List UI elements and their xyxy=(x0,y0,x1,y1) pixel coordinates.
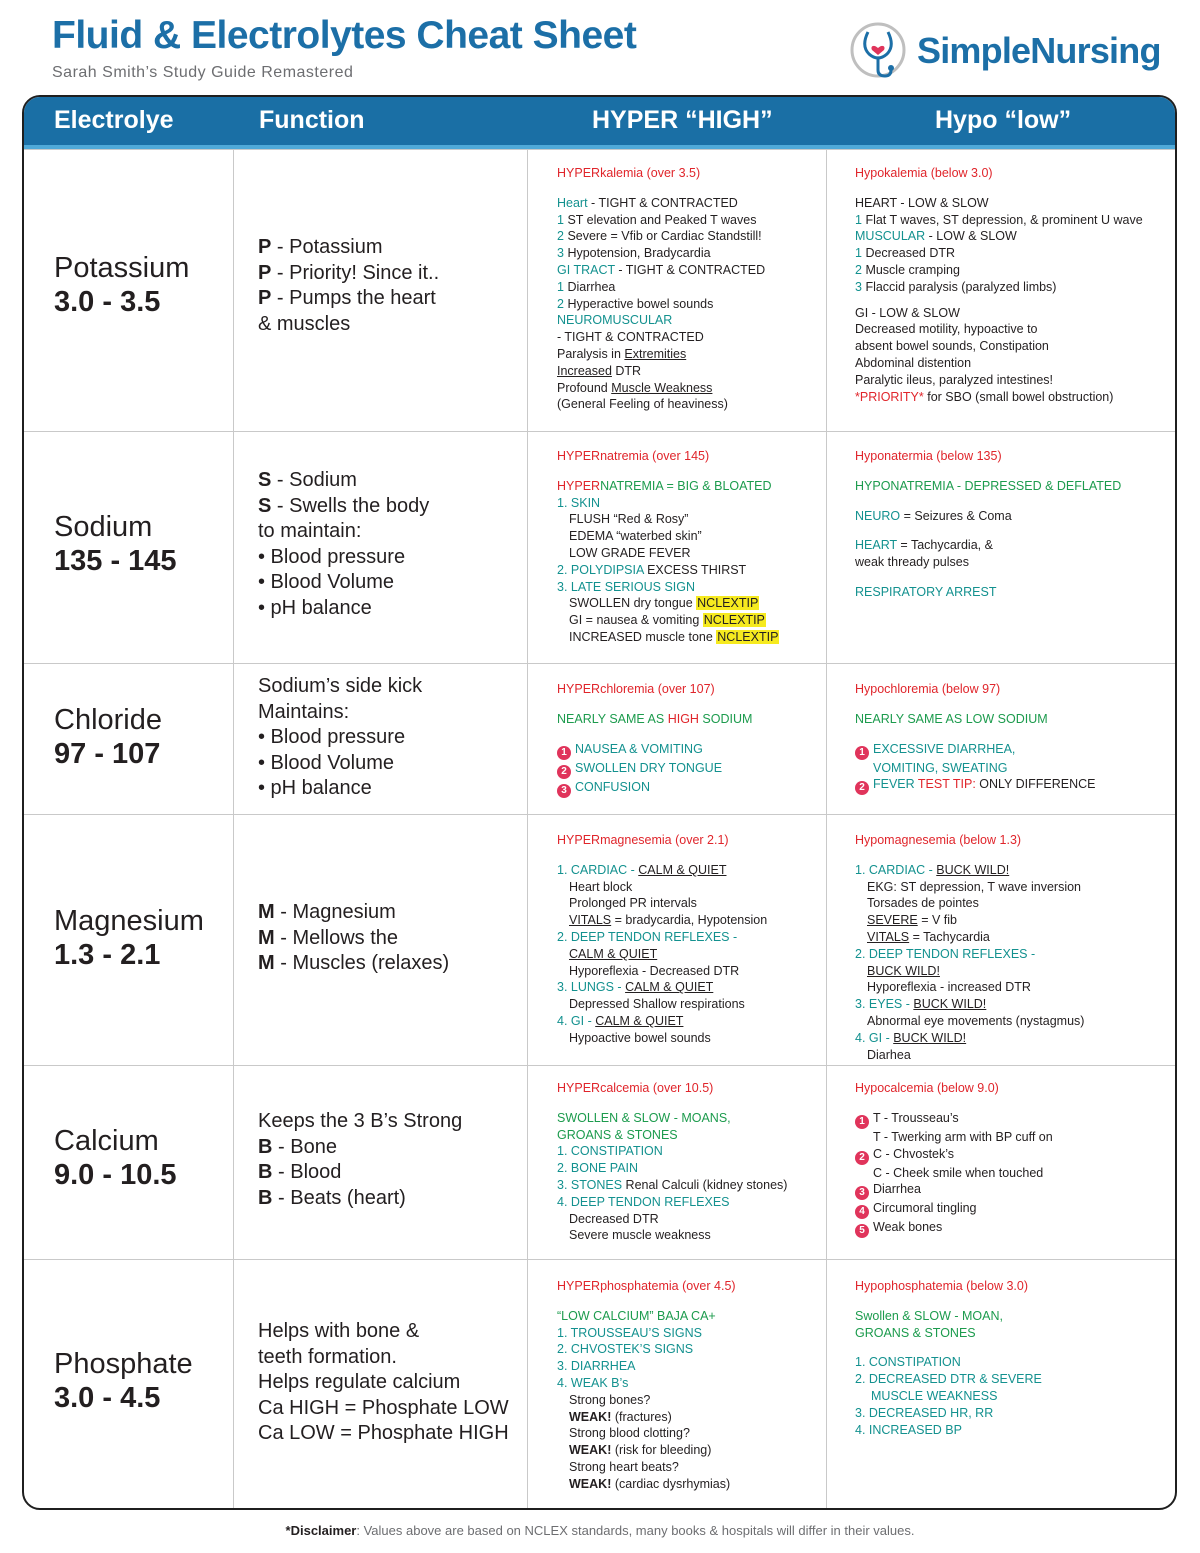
disclaimer xyxy=(0,1523,1200,1538)
condition-title: HYPERmagnesemia (over 2.1) xyxy=(557,833,729,847)
hyper-phosphate: HYPERphosphatemia (over 4.5) “LOW CALCIUM” BAJA CA+ 1. TROUSSEAU’S SIGNS 2. CHVOSTEK’S SIGNS 3. DIARRHEA 4. WEAK B’s Strong bones? WEAK! (fractures) Strong blood clotting? WEAK! (risk for bleeding) Strong heart beats? WEAK! (cardiac dysrhymias) xyxy=(557,1278,847,1493)
column-header-hyper: HYPER “HIGH” xyxy=(592,106,773,134)
electrolyte-potassium xyxy=(54,251,229,319)
page-title: Fluid & Electrolytes Cheat Sheet xyxy=(52,14,637,57)
table-header xyxy=(24,97,1175,149)
condition-title: HYPERnatremia (over 145) xyxy=(557,449,710,463)
electrolyte-sodium xyxy=(54,510,229,578)
number-badge: 1 xyxy=(855,746,869,760)
hypo-phosphate: Hypophosphatemia (below 3.0) Swollen & SLOW - MOAN, GROANS & STONES 1. CONSTIPATION 2. DECREASED DTR & SEVERE MUSCLE WEAKNESS 3. DECREASED HR, RR 4. INCREASED BP xyxy=(855,1278,1175,1438)
electrolyte-name: Potassium xyxy=(54,252,190,284)
brand-name: SimpleNursing xyxy=(917,30,1161,71)
brand-logo xyxy=(847,20,1161,82)
normal-range: 3.0 - 4.5 xyxy=(54,1382,161,1414)
function-sodium: S - Sodium S - Swells the body to maintain: • Blood pressure • Blood Volume • pH balance xyxy=(258,469,430,619)
condition-title: HYPERkalemia (over 3.5) xyxy=(557,166,701,180)
number-badge: 4 xyxy=(855,1205,869,1219)
electrolyte-chloride xyxy=(54,703,229,771)
condition-title: Hypocalcemia (below 9.0) xyxy=(855,1081,999,1095)
normal-range: 1.3 - 2.1 xyxy=(54,939,161,971)
hyper-magnesium: HYPERmagnesemia (over 2.1) 1. CARDIAC - CALM & QUIET Heart block Prolonged PR intervals VITALS = bradycardia, Hypotension 2. DEEP TENDON REFLEXES - CALM & QUIET Hyporeflexia - Decreased DTR 3. LUNGS - CALM & QUIET Depressed Shallow respirations 4. GI - CALM & QUIET Hypoactive bowel sounds xyxy=(557,832,847,1047)
electrolyte-name: Phosphate xyxy=(54,1348,193,1380)
electrolyte-name: Magnesium xyxy=(54,905,204,937)
condition-title: HYPERphosphatemia (over 4.5) xyxy=(557,1279,736,1293)
hyper-sodium: HYPERnatremia (over 145) HYPERNATREMIA = BIG & BLOATED 1. SKIN FLUSH “Red & Rosy” EDEMA “waterbed skin” LOW GRADE FEVER 2. POLYDIPSIA EXCESS THIRST 3. LATE SERIOUS SIGN SWOLLEN dry tongue NCLEXTIP GI = nausea & vomiting NCLEXTIP INCREASED muscle tone NCLEXTIP xyxy=(557,448,847,646)
condition-title: Hyponatermia (below 135) xyxy=(855,449,1002,463)
column-header-hypo: Hypo “low” xyxy=(935,106,1072,134)
electrolyte-name: Calcium xyxy=(54,1125,159,1157)
nclex-tip-badge: NCLEXTIP xyxy=(717,629,779,644)
normal-range: 3.0 - 3.5 xyxy=(54,286,161,318)
condition-title: Hypokalemia (below 3.0) xyxy=(855,166,993,180)
nclex-tip-badge: NCLEXTIP xyxy=(697,596,759,611)
electrolyte-name: Sodium xyxy=(54,511,153,543)
normal-range: 97 - 107 xyxy=(54,738,161,770)
function-magnesium: M - Magnesium M - Mellows the M - Muscles (relaxes) xyxy=(258,901,450,975)
function-phosphate: Helps with bone & teeth formation. Helps regulate calcium Ca HIGH = Phosphate LOW Ca LOW = Phosphate HIGH xyxy=(258,1320,509,1445)
nclex-tip-badge: NCLEXTIP xyxy=(703,613,765,628)
hyper-calcium: HYPERcalcemia (over 10.5) SWOLLEN & SLOW - MOANS, GROANS & STONES 1. CONSTIPATION 2. BONE PAIN 3. STONES Renal Calculi (kidney stones) 4. DEEP TENDON REFLEXES Decreased DTR Severe muscle weakness xyxy=(557,1080,847,1244)
electrolyte-name: Chloride xyxy=(54,704,162,736)
number-badge: 5 xyxy=(855,1224,869,1238)
condition-title: Hypophosphatemia (below 3.0) xyxy=(855,1279,1029,1293)
condition-title: HYPERcalcemia (over 10.5) xyxy=(557,1081,714,1095)
hyper-potassium: HYPERkalemia (over 3.5) Heart - TIGHT & CONTRACTED 1 ST elevation and Peaked T waves 2 Severe = Vfib or Cardiac Standstill! 3 Hypotension, Bradycardia GI TRACT - TIGHT & CONTRACTED 1 Diarrhea 2 Hyperactive bowel sounds NEUROMUSCULAR - TIGHT & CONTRACTED Paralysis in Extremities Increased DTR Profound Muscle Weakness (General Feeling of heaviness) xyxy=(557,165,847,413)
number-badge: 3 xyxy=(855,1186,869,1200)
number-badge: 1 xyxy=(855,1115,869,1129)
column-header-electrolyte: Electrolye xyxy=(54,106,174,134)
stethoscope-heart-icon xyxy=(847,20,911,82)
normal-range: 9.0 - 10.5 xyxy=(54,1159,177,1191)
number-badge: 1 xyxy=(557,746,571,760)
function-calcium: Keeps the 3 B’s Strong B - Bone B - Blood B - Beats (heart) xyxy=(258,1110,463,1209)
hyper-chloride: HYPERchloremia (over 107) NEARLY SAME AS HIGH SODIUM 1 NAUSEA & VOMITING 2 SWOLLEN DRY TONGUE 3 CONFUSION xyxy=(557,681,847,798)
hypo-sodium: Hyponatermia (below 135) HYPONATREMIA - DEPRESSED & DEFLATED NEURO = Seizures & Coma HEART = Tachycardia, & weak thready pulses RESPIRATORY ARREST xyxy=(855,448,1175,601)
hypo-magnesium: Hypomagnesemia (below 1.3) 1. CARDIAC - BUCK WILD! EKG: ST depression, T wave inversion Torsades de pointes SEVERE = V fib VITALS = Tachycardia 2. DEEP TENDON REFLEXES - BUCK WILD! Hyporeflexia - increased DTR 3. EYES - BUCK WILD! Abnormal eye movements (nystagmus) 4. GI - BUCK WILD! Diarhea xyxy=(855,832,1175,1063)
electrolyte-calcium xyxy=(54,1124,229,1192)
function-potassium: P - Potassium P - Priority! Since it.. P - Pumps the heart & muscles xyxy=(258,236,440,335)
normal-range: 135 - 145 xyxy=(54,545,177,577)
number-badge: 2 xyxy=(855,781,869,795)
column-header-function: Function xyxy=(259,106,365,134)
page-subtitle: Sarah Smith’s Study Guide Remastered xyxy=(52,64,354,81)
cheat-sheet-table xyxy=(22,95,1177,1510)
hypo-potassium: Hypokalemia (below 3.0) HEART - LOW & SLOW 1 Flat T waves, ST depression, & prominent U wave MUSCULAR - LOW & SLOW 1 Decreased DTR 2 Muscle cramping 3 Flaccid paralysis (paralyzed limbs) GI - LOW & SLOW Decreased motility, hypoactive to absent bowel sounds, Constipation Abdominal distention Paralytic ileus, paralyzed intestines! *PRIORITY* for SBO (small bowel obstruction) xyxy=(855,165,1175,405)
condition-title: Hypochloremia (below 97) xyxy=(855,682,1001,696)
electrolyte-magnesium xyxy=(54,904,229,972)
number-badge: 2 xyxy=(557,765,571,779)
number-badge: 2 xyxy=(855,1151,869,1165)
electrolyte-phosphate xyxy=(54,1347,229,1415)
condition-title: Hypomagnesemia (below 1.3) xyxy=(855,833,1022,847)
number-badge: 3 xyxy=(557,784,571,798)
condition-title: HYPERchloremia (over 107) xyxy=(557,682,715,696)
hypo-calcium: Hypocalcemia (below 9.0) 1 T - Trousseau’s T - Twerking arm with BP cuff on 2 C - Chvostek’s C - Cheek smile when touched 3 Diarrhea 4 Circumoral tingling 5 Weak bones xyxy=(855,1080,1175,1238)
function-chloride: Sodium’s side kick Maintains: • Blood pressure • Blood Volume • pH balance xyxy=(258,675,423,800)
disclaimer-text: : Values above are based on NCLEX standards, many books & hospitals will differ in their values. xyxy=(356,1523,915,1538)
hypo-chloride: Hypochloremia (below 97) NEARLY SAME AS LOW SODIUM 1 EXCESSIVE DIARRHEA, VOMITING, SWEATING 2 FEVER TEST TIP: ONLY DIFFERENCE xyxy=(855,681,1175,795)
disclaimer-label: *Disclaimer xyxy=(285,1523,357,1538)
